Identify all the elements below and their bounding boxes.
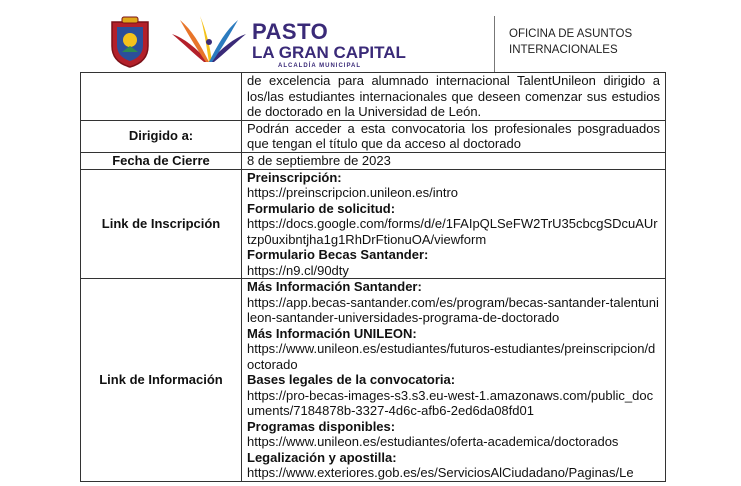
brand-wordmark	[252, 21, 406, 69]
pasto-bird-logo-icon	[170, 14, 248, 66]
link-heading: Bases legales de la convocatoria:	[247, 372, 456, 387]
link-heading: Formulario Becas Santander:	[247, 247, 429, 262]
convocatoria-table	[80, 72, 666, 482]
link-heading: Más Información Santander:	[247, 279, 422, 294]
row-label-inscripcion: Link de Inscripción	[81, 169, 242, 279]
link-heading: Formulario de solicitud:	[247, 200, 396, 216]
office-name	[509, 26, 632, 58]
link-heading: Legalización y apostilla:	[247, 449, 397, 465]
formulario-becas-santander-link[interactable]: https://n9.cl/90dty	[247, 262, 349, 278]
preinscripcion-link[interactable]: https://preinscripcion.unileon.es/intro	[247, 185, 459, 200]
row-value-dirigido: Podrán acceder a esta convocatoria los profesionales posgraduados que tengan el título que da acceso al doctorado	[242, 120, 666, 152]
office-line-2: INTERNACIONALES	[509, 44, 618, 56]
row-value-inscripcion	[242, 169, 666, 279]
pasto-coat-of-arms-icon	[108, 16, 152, 68]
legalizacion-apostilla-link[interactable]: https://www.exteriores.gob.es/es/ServiciosAlCiudadano/Paginas/Le	[247, 465, 634, 480]
programas-disponibles-link[interactable]: https://www.unileon.es/estudiantes/oferta-academica/doctorados	[247, 434, 619, 449]
office-line-1: OFICINA DE ASUNTOS	[509, 28, 633, 40]
row-value-intro: de excelencia para alumnado internacional TalentUnileon dirigido a los/las estudiantes internacionales que deseen comenzar sus estudios de doctorado en la Universidad de León.	[242, 73, 666, 121]
link-heading: Más Información UNILEON:	[247, 325, 417, 341]
row-value-informacion	[242, 279, 666, 482]
table-row-dirigido	[81, 120, 666, 152]
bases-legales-link[interactable]: https://pro-becas-images-s3.s3.eu-west-1.amazonaws.com/public_documents/7184878b-3327-4d6c-afb6-2ed6da08fd01	[247, 387, 654, 418]
row-label-informacion: Link de Información	[81, 279, 242, 482]
brand-subtitle: LA GRAN CAPITAL	[252, 43, 406, 62]
info-unileon-link[interactable]: https://www.unileon.es/estudiantes/futuros-estudiantes/preinscripcion/doctorado	[247, 341, 656, 372]
table-row-cierre	[81, 152, 666, 169]
row-label-dirigido: Dirigido a:	[81, 120, 242, 152]
row-label-intro	[81, 73, 242, 121]
brand-title: PASTO	[252, 19, 329, 44]
page-header	[0, 0, 741, 72]
table-row-intro	[81, 73, 666, 121]
header-divider	[494, 16, 495, 72]
brand-tag: ALCALDÍA MUNICIPAL	[278, 63, 361, 69]
formulario-solicitud-link[interactable]: https://docs.google.com/forms/d/e/1FAIpQLSeFW2TrU35cbcgSDcuAUrtzp0uxibntjha1g1RhDrFtionuOA/viewform	[247, 216, 658, 247]
link-heading: Programas disponibles:	[247, 418, 396, 434]
link-heading: Preinscripción:	[247, 169, 342, 185]
info-santander-link[interactable]: https://app.becas-santander.com/es/program/becas-santander-talentunileon-santander-universidades-programa-de-doctorado	[247, 294, 659, 325]
row-value-cierre: 8 de septiembre de 2023	[242, 152, 666, 169]
table-row-informacion	[81, 279, 666, 482]
table-row-inscripcion	[81, 169, 666, 279]
row-label-cierre: Fecha de Cierre	[81, 152, 242, 169]
